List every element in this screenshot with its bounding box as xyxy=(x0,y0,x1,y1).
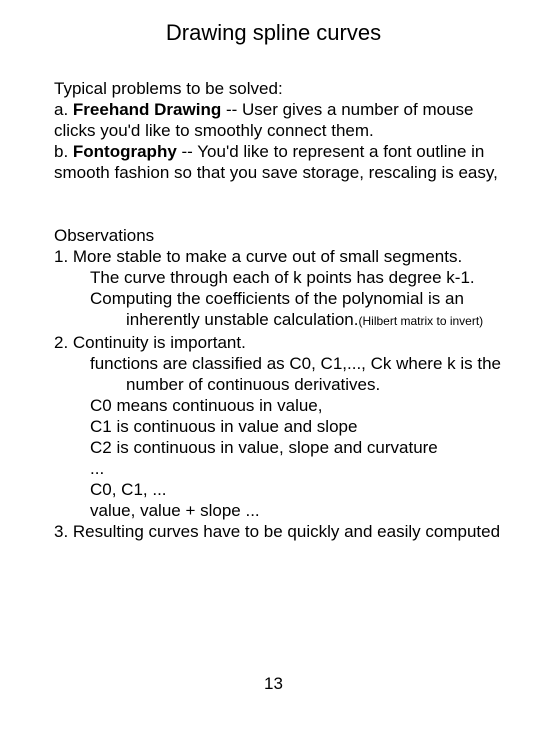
problems-section xyxy=(54,78,544,183)
observation-2-detail: C1 is continuous in value and slope xyxy=(90,417,358,436)
observations-section xyxy=(54,225,544,542)
observations-heading: Observations xyxy=(54,226,155,245)
problem-a-term: Freehand Drawing xyxy=(72,100,222,119)
observation-2-detail: functions are classified as C0, C1,..., Ck where k is the xyxy=(90,354,502,373)
observation-1-detail xyxy=(54,309,544,332)
observation-2-detail: C0 means continuous in value, xyxy=(90,396,323,415)
page-number: 13 xyxy=(264,674,283,693)
observation-1-detail-text: inherently unstable calculation. xyxy=(126,310,359,329)
observation-2-detail: C0, C1, ... xyxy=(90,480,167,499)
observation-2-detail: ... xyxy=(90,459,105,478)
hilbert-note: (Hilbert matrix to invert) xyxy=(358,314,484,328)
problem-b xyxy=(54,141,544,162)
problem-b-term: Fontography xyxy=(72,142,177,161)
problem-b-continuation: smooth fashion so that you save storage, rescaling is easy, xyxy=(54,163,498,182)
problems-heading: Typical problems to be solved: xyxy=(54,79,283,98)
problem-b-text: -- You'd like to represent a font outline in xyxy=(176,142,485,161)
observation-2-detail: number of continuous derivatives. xyxy=(126,375,381,394)
problem-a-continuation: clicks you'd like to smoothly connect them. xyxy=(54,121,374,140)
observation-2-detail: value, value + slope ... xyxy=(90,501,260,520)
problem-b-prefix: b. xyxy=(54,142,73,161)
observation-1-detail: The curve through each of k points has degree k-1. xyxy=(90,268,475,287)
observation-1: 1. More stable to make a curve out of small segments. xyxy=(54,247,463,266)
problem-a xyxy=(54,99,544,120)
observation-2-detail: C2 is continuous in value, slope and curvature xyxy=(90,438,438,457)
page-title: Drawing spline curves xyxy=(165,20,382,45)
observation-1-detail: Computing the coefficients of the polynomial is an xyxy=(90,289,464,308)
problem-a-text: -- User gives a number of mouse xyxy=(221,100,474,119)
observation-3: 3. Resulting curves have to be quickly and easily computed xyxy=(54,522,501,541)
observation-2: 2. Continuity is important. xyxy=(54,333,246,352)
problem-a-prefix: a. xyxy=(54,100,73,119)
